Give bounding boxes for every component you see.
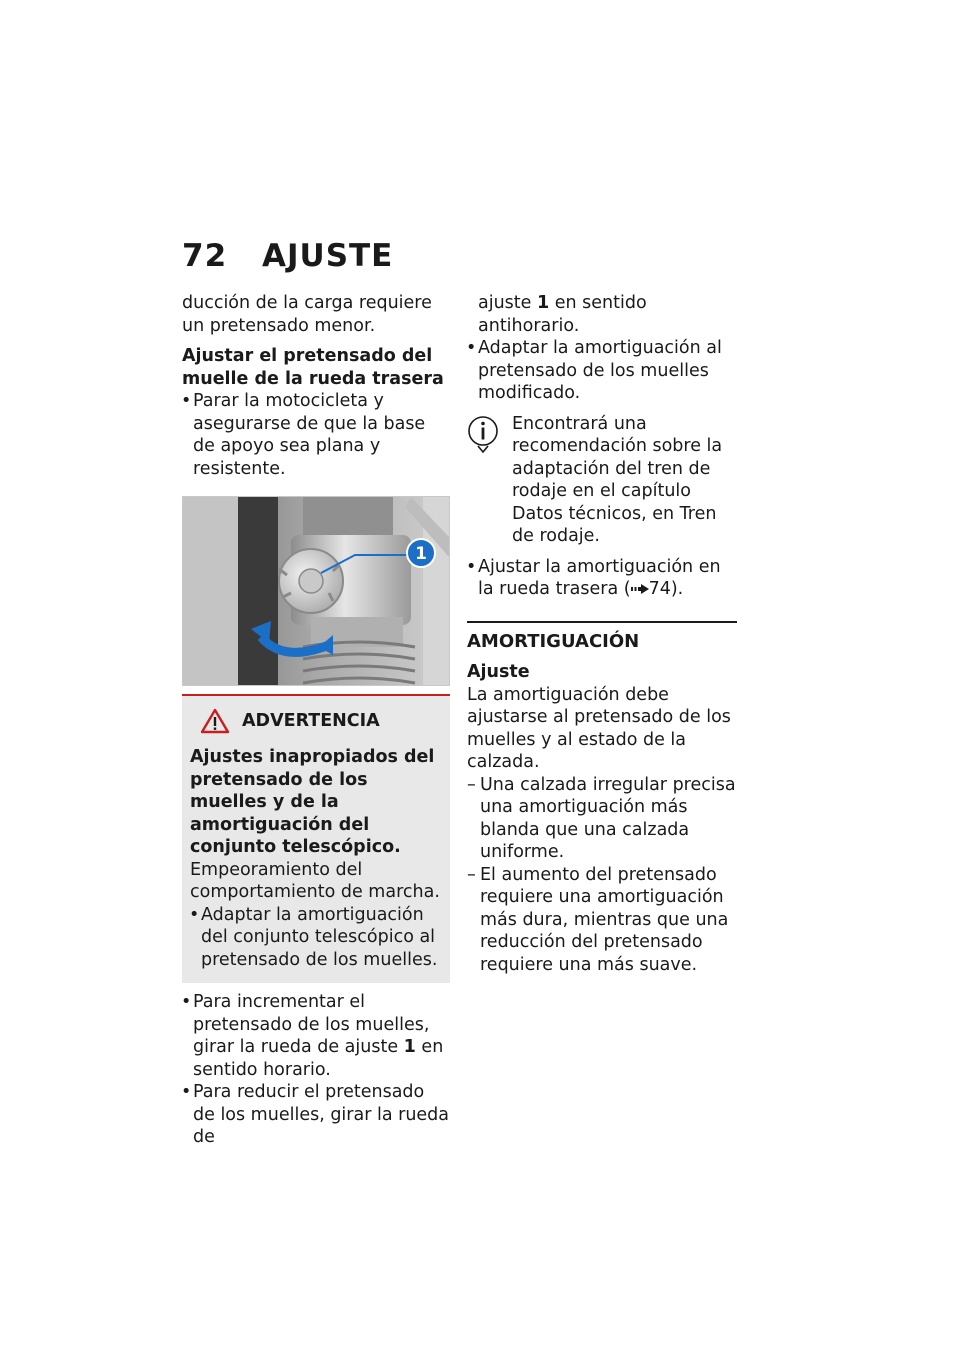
step-adjust-rear-damping [467,556,737,601]
warning-body: Empeoramiento del comportamiento de marcha. [190,859,440,902]
step-rear-tail: ). [670,579,684,599]
continued-tail: en sentido antihorario. [478,293,647,336]
warning-bold-text: Ajustes inapropiados del pretensado de los muelles y de la amortiguación del conjunto telescópico. [190,747,435,857]
section-heading-preload: Ajustar el pretensado del muelle de la rueda trasera [182,346,444,389]
section-divider [467,621,737,654]
shock-absorber-illustration [183,497,449,685]
continued-text: ajuste [478,293,537,313]
page-header [182,238,393,274]
dash-item-irregular-road: – Una calzada irregular precisa una amortiguación más blanda que una calzada uniforme. [467,774,737,864]
step-increase-tail: en sentido horario. [193,1037,444,1080]
figure-callout-1: 1 [415,544,427,564]
step-rear-text: Ajustar la amortiguación en la rueda trasera ( [478,556,721,599]
shock-absorber-photo [182,496,450,686]
warning-bullet: • Adaptar la amortiguación del conjunto telescópico al pretensado de los muelles. [190,904,442,972]
step-increase-ref: 1 [403,1037,416,1057]
page-reference-arrow-icon [631,584,649,594]
damping-paragraph: La amortiguación debe ajustarse al pretensado de los muelles y al estado de la calzada. [467,684,731,772]
step-reduce-continued [467,292,737,337]
step-reduce-preload: • Para reducir el pretensado de los muelles, girar la rueda de [182,1081,450,1149]
warning-title: ADVERTENCIA [242,710,380,731]
info-text: Encontrará una recomendación sobre la adaptación del tren de rodaje en el capítulo Datos técnicos, en Tren de rodaje. [512,413,723,546]
step-increase-preload [182,991,450,1081]
dash-item-preload-increase: – El aumento del pretensado requiere una amortiguación más dura, mientras que una reducción del pretensado requiere una más suave. [467,864,737,977]
step-park-motorcycle: • Parar la motocicleta y asegurarse de que la base de apoyo sea plana y resistente. [182,390,450,480]
section-title-damping: AMORTIGUACIÓN [467,630,640,652]
left-column [182,292,450,1149]
info-note [467,413,737,548]
chapter-title: AJUSTE [262,238,394,274]
page-reference-number[interactable]: 74 [648,579,671,599]
page-number: 72 [182,238,228,274]
intro-text: ducción de la carga requiere un pretensado menor. [182,293,432,336]
subheading-adjust: Ajuste [467,662,530,682]
right-column [467,292,737,976]
info-icon [467,415,499,453]
step-adapt-damping: • Adaptar la amortiguación al pretensado de los muelles modificado. [467,337,737,405]
warning-box [182,694,450,983]
continued-ref: 1 [537,293,550,313]
step-increase-text: Para incrementar el pretensado de los muelles, girar la rueda de ajuste [193,992,430,1057]
warning-triangle-icon [200,708,230,734]
warning-header [200,708,442,734]
